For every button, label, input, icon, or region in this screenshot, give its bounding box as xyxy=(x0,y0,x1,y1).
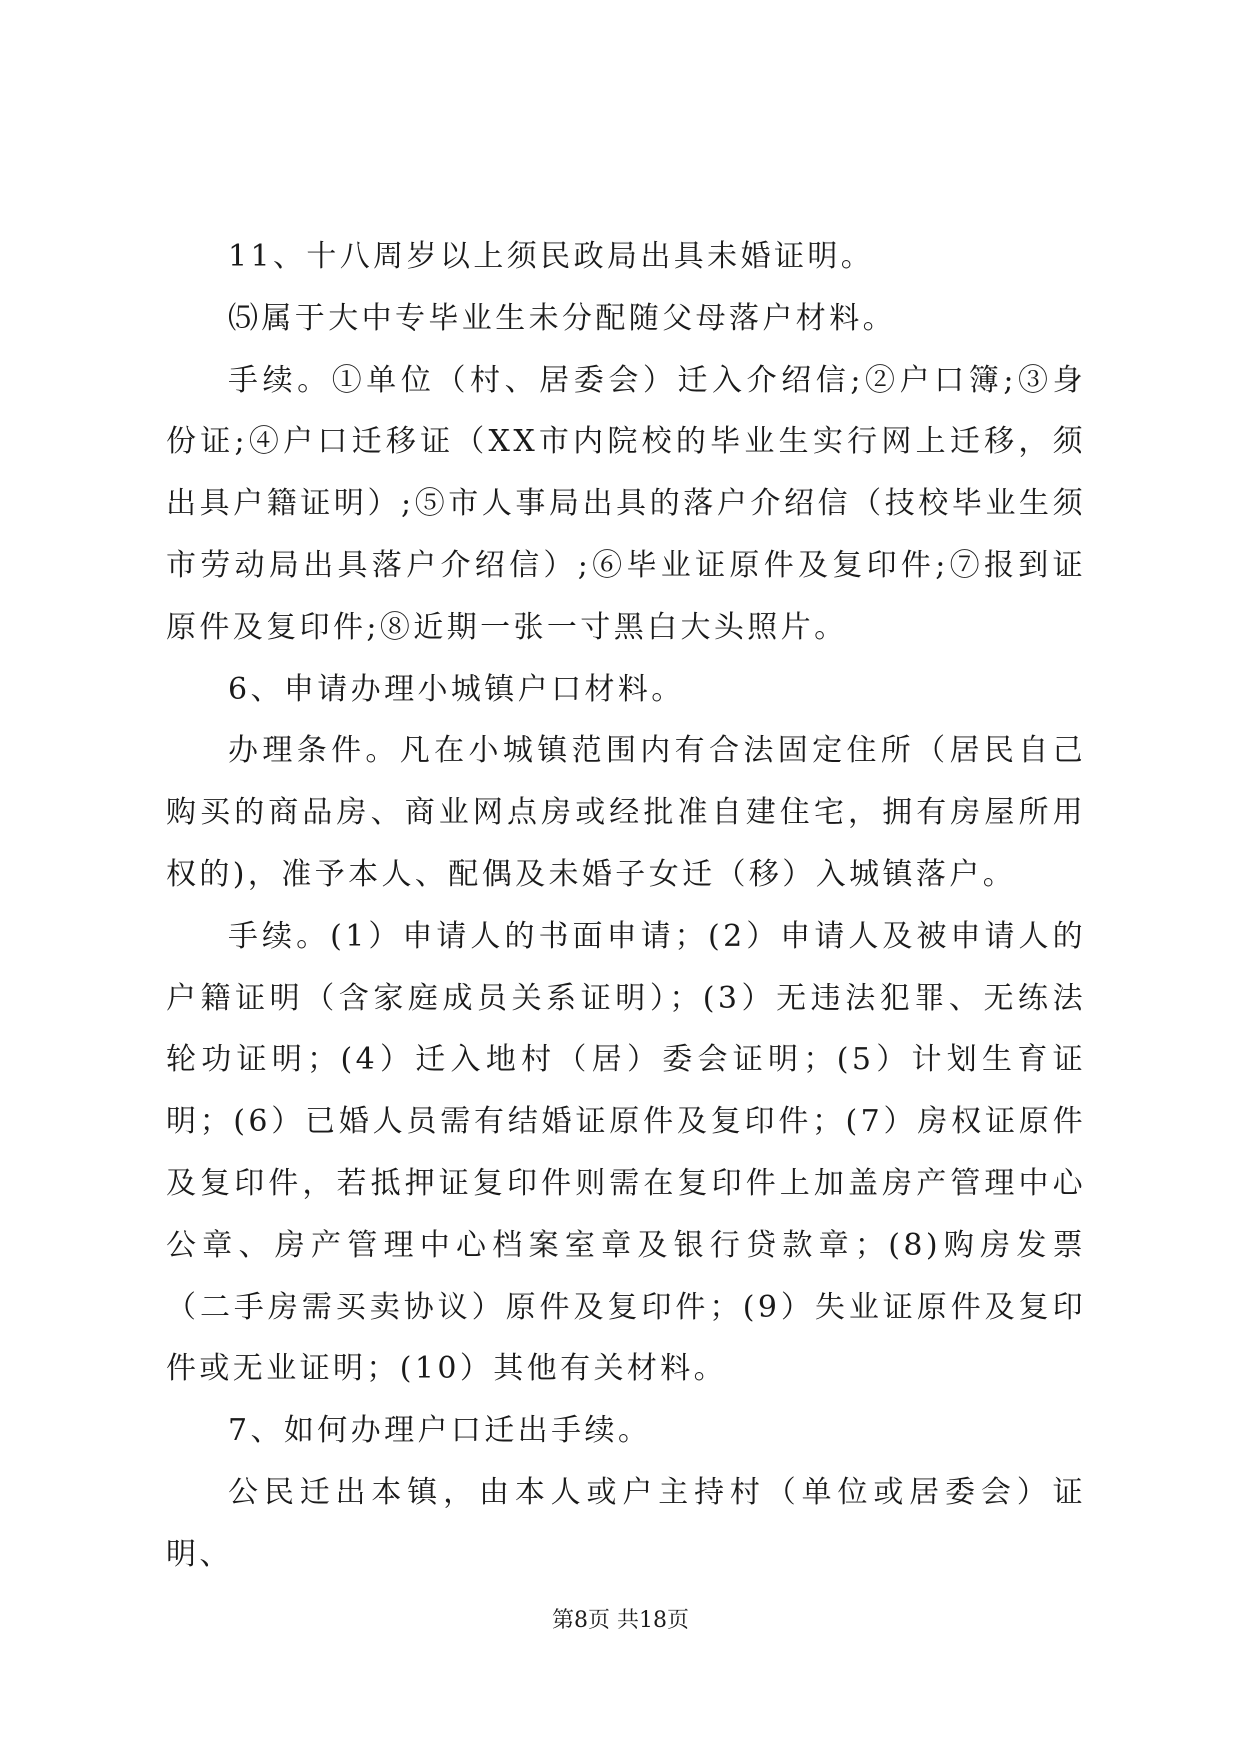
paragraph-move-out-text: 公民迁出本镇，由本人或户主持村（单位或居委会）证明、 xyxy=(166,1474,1086,1572)
paragraph-small-town-procedures: 手续。(1）申请人的书面申请；(2）申请人及被申请人的户籍证明（含家庭成员关系证明）；(3）无违法犯罪、无练法轮功证明；(4）迁入地村（居）委会证明；(5）计划生育证明；(6）已婚人员需有结婚证原件及复印件；(7）房权证原件及复印件，若抵押证复印件则需在复印件上加盖房产管理中心公章、房产管理中心档案室章及银行贷款章；(8)购房发票（二手房需买卖协议）原件及复印件；(9）失业证原件及复印件或无业证明；(10）其他有关材料。 xyxy=(166,918,1086,1387)
paragraph-move-out-heading: 7、如何办理户口迁出手续。 xyxy=(228,1413,652,1449)
paragraph-unmarried-certificate: 11、十八周岁以上须民政局出具未婚证明。 xyxy=(228,239,875,274)
paragraph-graduate-settlement-heading: ⑸属于大中专毕业生未分配随父母落户材料。 xyxy=(228,300,896,336)
paragraph-graduate-procedures: 手续。①单位（村、居委会）迁入介绍信;②户口簿;③身份证;④户口迁移证（XX市内院校的毕业生实行网上迁移，须出具户籍证明）;⑤市人事局出具的落户介绍信（技校毕业生须市劳动局出具落户介绍信）;⑥毕业证原件及复印件;⑦报到证原件及复印件;⑧近期一张一寸黑白大头照片。 xyxy=(166,362,1086,645)
document-body xyxy=(166,226,1086,1586)
page-number-footer: 第8页 共18页 xyxy=(552,1608,689,1633)
paragraph-small-town-conditions: 办理条件。凡在小城镇范围内有合法固定住所（居民自己购买的商品房、商业网点房或经批准自建住宅，拥有房屋所用权的)，准予本人、配偶及未婚子女迁（移）入城镇落户。 xyxy=(166,733,1086,892)
paragraph-small-town-heading: 6、申请办理小城镇户口材料。 xyxy=(228,671,685,707)
